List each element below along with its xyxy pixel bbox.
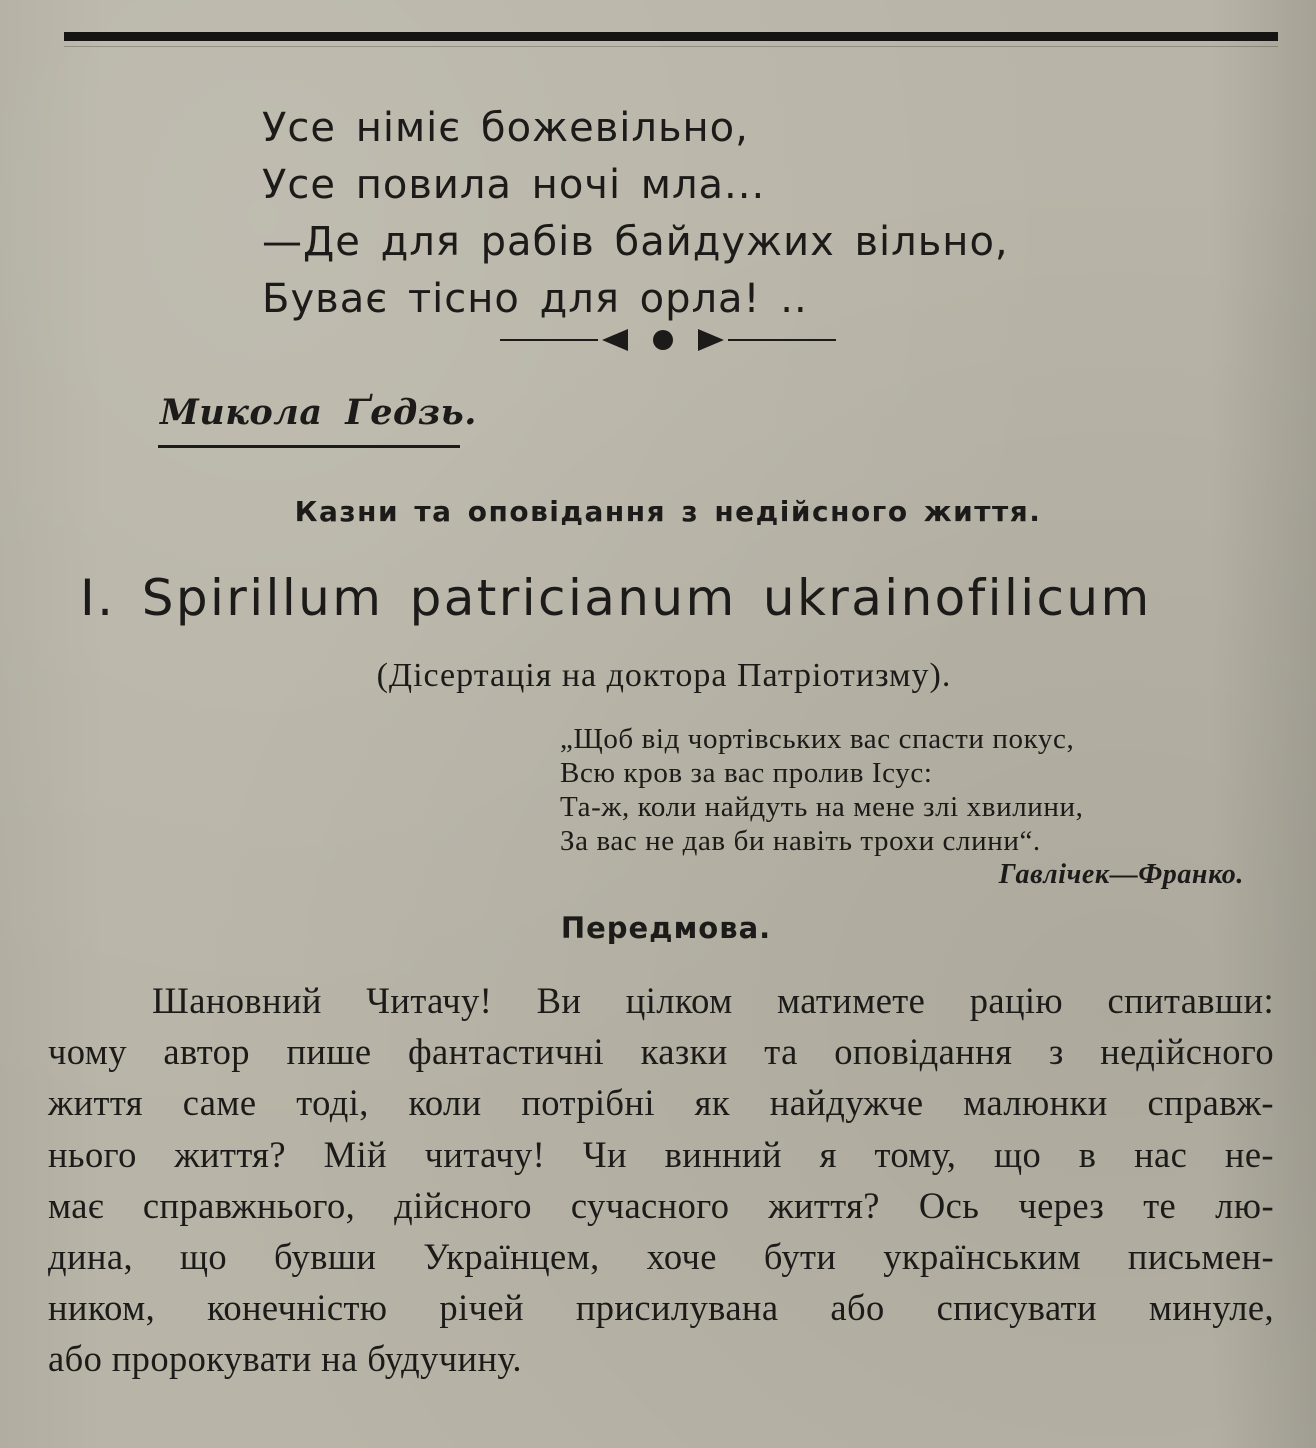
body-line: нього життя? Мій читачу! Чи винний я тому, що в нас не-: [48, 1133, 1274, 1175]
poem-line: Буває тісно для орла! ..: [262, 276, 808, 322]
body-line: дина, що бувши Українцем, хоче бути українським письмен-: [48, 1236, 1274, 1278]
body-paragraph: [48, 975, 1274, 1385]
author-underline: [158, 445, 460, 448]
story-title: I. Spirillum patricianum ukrainofilicum: [80, 569, 1152, 627]
story-subtitle: (Дісертація на доктора Патріотизму).: [376, 657, 952, 694]
top-rule-thin: [64, 46, 1278, 47]
body-line: життя саме тоді, коли потрібні як найдужче малюнки справж-: [48, 1082, 1274, 1124]
author-name: Микола Ґедзь.: [160, 392, 477, 433]
body-line: Шановний Читачу! Ви цілком матимете рацію спитавши:: [152, 980, 1274, 1021]
epigraph-line: Всю кров за вас пролив Ісус:: [560, 757, 933, 789]
section-title: Передмова.: [560, 911, 772, 945]
epigraph-line: За вас не дав би навіть трохи слини“.: [560, 825, 1041, 857]
body-line: чому автор пише фантастичні казки та оповідання з недійсного: [48, 1031, 1274, 1073]
body-line: має справжнього, дійсного сучасного життя? Ось через те лю-: [48, 1184, 1274, 1226]
poem-stanza: [262, 100, 1009, 328]
poem-line: —Де для рабів байдужих вільно,: [262, 219, 1009, 265]
epigraph-attribution: Гавлічек—Франко.: [998, 859, 1244, 890]
epigraph: [560, 722, 1250, 892]
epigraph-line: „Щоб від чортівських вас спасти покус,: [560, 723, 1075, 755]
body-line: або пророкувати на будучину.: [48, 1338, 522, 1380]
poem-line: Усе німіє божевільно,: [262, 105, 749, 151]
series-title: Казни та оповідання з недійсного життя.: [294, 495, 1042, 528]
body-line: ником, конечністю річей присилувана або списувати минуле,: [48, 1287, 1274, 1329]
divider-ornament-icon: [498, 320, 838, 360]
epigraph-line: Та-ж, коли найдуть на мене злі хвилини,: [560, 791, 1084, 823]
top-rule: [64, 32, 1278, 41]
poem-line: Усе повила ночі мла...: [262, 162, 766, 208]
